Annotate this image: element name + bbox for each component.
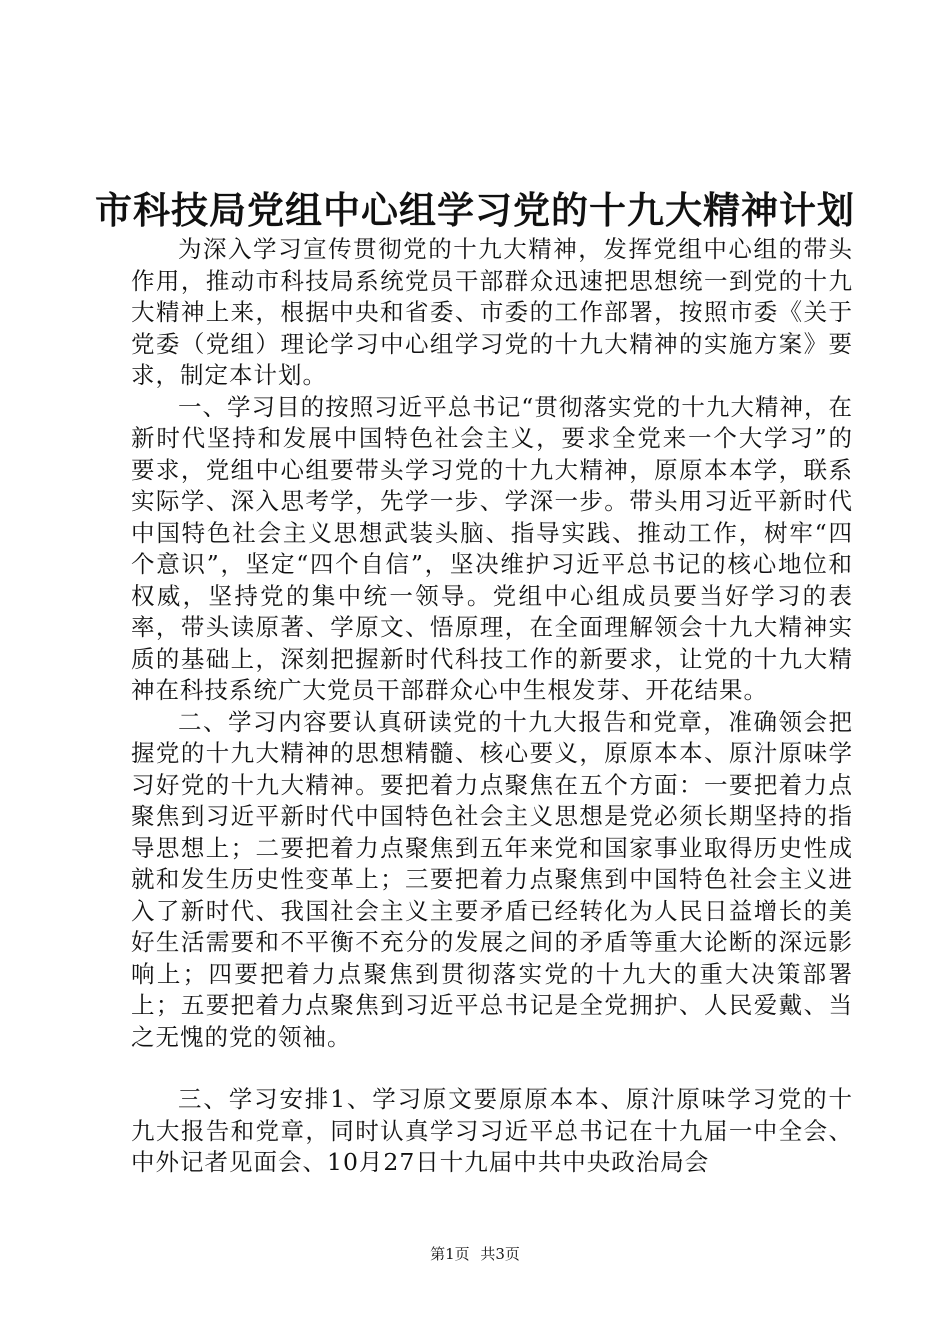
document-body xyxy=(131,234,853,1179)
paragraph-section-3: 三、学习安排1、学习原文要原原本本、原汁原味学习党的十九大报告和党章，同时认真学习习近平总书记在十九届一中全会、中外记者见面会、10月27日十九届中共中央政治局会 xyxy=(131,1085,853,1176)
paragraph-intro: 为深入学习宣传贯彻党的十九大精神，发挥党组中心组的带头作用，推动市科技局系统党员干部群众迅速把思想统一到党的十九大精神上来，根据中央和省委、市委的工作部署，按照市委《关于党委（党组）理论学习中心组学习党的十九大精神的实施方案》要求，制定本计划。 xyxy=(131,235,853,389)
page-number: 第1页 xyxy=(430,1245,470,1263)
page-footer xyxy=(0,1244,950,1264)
paragraph-section-2: 二、学习内容要认真研读党的十九大报告和党章，准确领会把握党的十九大精神的思想精髓、核心要义，原原本本、原汁原味学习好党的十九大精神。要把着力点聚焦在五个方面：一要把着力点聚焦到习近平新时代中国特色社会主义思想是党必须长期坚持的指导思想上；二要把着力点聚焦到五年来党和国家事业取得历史性成就和发生历史性变革上；三要把着力点聚焦到中国特色社会主义进入了新时代、我国社会主义主要矛盾已经转化为人民日益增长的美好生活需要和不平衡不充分的发展之间的矛盾等重大论断的深远影响上；四要把着力点聚焦到贯彻落实党的十九大的重大决策部署上；五要把着力点聚焦到习近平总书记是全党拥护、人民爱戴、当之无愧的党的领袖。 xyxy=(131,707,853,1051)
document-title: 市科技局党组中心组学习党的十九大精神计划 xyxy=(95,188,855,232)
page-total: 共3页 xyxy=(480,1245,520,1263)
paragraph-section-1: 一、学习目的按照习近平总书记“贯彻落实党的十九大精神，在新时代坚持和发展中国特色社会主义，要求全党来一个大学习”的要求，党组中心组要带头学习党的十九大精神，原原本本学，联系实际学、深入思考学，先学一步、学深一步。带头用习近平新时代中国特色社会主义思想武装头脑、指导实践、推动工作，树牢“四个意识”，坚定“四个自信”，坚决维护习近平总书记的核心地位和权威，坚持党的集中统一领导。党组中心组成员要当好学习的表率，带头读原著、学原文、悟原理，在全面理解领会十九大精神实质的基础上，深刻把握新时代科技工作的新要求，让党的十九大精神在科技系统广大党员干部群众心中生根发芽、开花结果。 xyxy=(131,392,853,704)
